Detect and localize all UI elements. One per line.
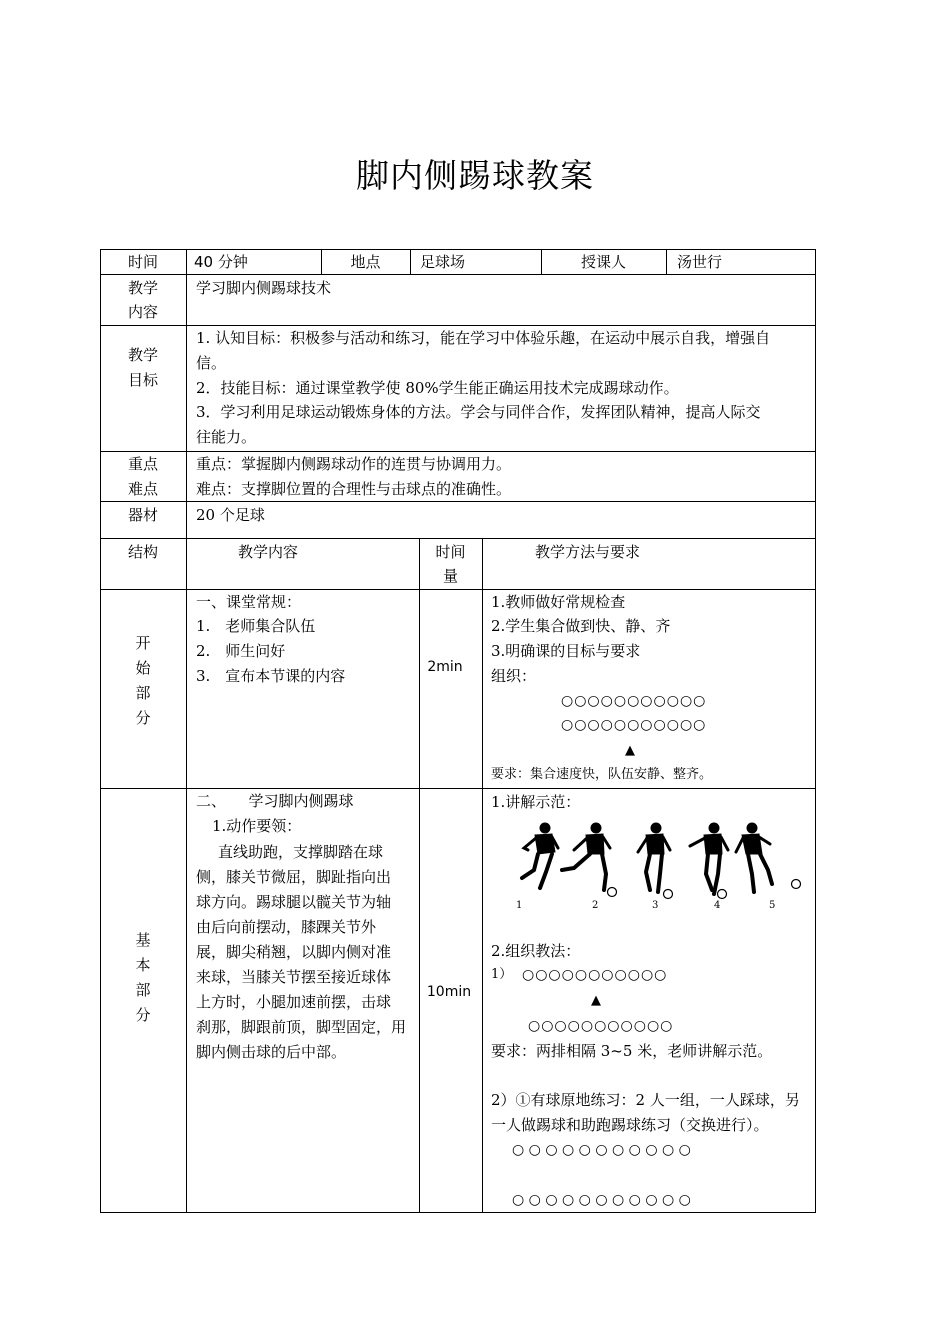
practice-line: 一人做踢球和助跑踢球练习（交换进行）。 — [491, 1116, 769, 1134]
teacher-marker: ▲ — [591, 993, 601, 1008]
frame-number: 1 — [516, 900, 523, 911]
teacher-marker: ▲ — [625, 743, 635, 758]
basic-label: 基 — [135, 931, 151, 949]
frame-number: 4 — [714, 900, 721, 911]
start-method-line: 1.教师做好常规检查 — [491, 593, 626, 611]
goals-label-1: 教学 — [127, 346, 158, 364]
formation-row: ○○○○○○○○○○○ — [522, 967, 668, 983]
basic-paragraph-line: 由后向前摆动，膝踝关节外 — [196, 918, 377, 936]
basic-paragraph-line: 来球，当膝关节摆至接近球体 — [196, 968, 392, 986]
basic-label: 本 — [135, 956, 151, 974]
start-content-line: 一、课堂常规： — [196, 593, 302, 611]
goal-line: 3．学习利用足球运动锻炼身体的方法。学会与同伴合作，发挥团队精神，提高人际交 — [196, 403, 761, 421]
start-label: 始 — [135, 659, 151, 677]
basic-label: 部 — [135, 981, 151, 999]
basic-paragraph-line: 刹那，脚跟前顶，脚型固定，用 — [196, 1018, 407, 1036]
basic-paragraph-line: 侧，膝关节微屈，脚趾指向出 — [196, 868, 392, 886]
equipment-label: 器材 — [127, 506, 158, 524]
basic-paragraph-line: 直线助跑，支撑脚踏在球 — [203, 843, 384, 861]
basic-subheading: 1.动作要领： — [212, 817, 302, 835]
kicker-figure-4 — [690, 823, 728, 894]
basic-requirement: 要求：两排相隔 3~5 米，老师讲解示范。 — [491, 1042, 773, 1060]
start-content-line: 1. 老师集合队伍 — [196, 617, 316, 635]
keypoints-label-1: 重点 — [127, 455, 158, 473]
goal-line: 信。 — [196, 354, 227, 372]
kicker-figure-5 — [736, 823, 772, 892]
place-value: 足球场 — [420, 253, 466, 271]
col-time-2: 量 — [442, 567, 458, 585]
start-requirement: 要求：集合速度快，队伍安静、整齐。 — [491, 767, 713, 782]
basic-paragraph-line: 展，脚尖稍翘，以脚内侧对准 — [196, 943, 392, 961]
basic-paragraph-line: 球方向。踢球腿以髋关节为轴 — [196, 893, 392, 911]
time-value: 40 分钟 — [194, 253, 248, 271]
practice-line: 2）①有球原地练习：2 人一组，一人踩球，另 — [491, 1091, 800, 1109]
teacher-label: 授课人 — [580, 253, 626, 271]
equipment-value: 20 个足球 — [196, 506, 265, 524]
formation-row: ○○○○○○○○○○○ — [561, 693, 707, 709]
start-method-line: 2.学生集合做到快、静、齐 — [491, 617, 671, 635]
col-structure: 结构 — [127, 543, 158, 561]
row1-prefix: 1） — [491, 967, 513, 982]
content-value: 学习脚内侧踢球技术 — [196, 279, 332, 297]
teacher-value: 汤世行 — [677, 253, 723, 271]
frame-number: 2 — [592, 900, 599, 911]
start-time: 2min — [427, 659, 463, 675]
basic-time: 10min — [426, 984, 472, 1000]
start-content-line: 3. 宣布本节课的内容 — [196, 667, 346, 685]
basic-heading: 二、 学习脚内侧踢球 — [196, 792, 354, 810]
basic-paragraph-line: 上方时，小腿加速前摆，击球 — [196, 993, 392, 1011]
frame-number: 3 — [652, 900, 659, 911]
formation-row: ○ ○ ○ ○ ○ ○ ○ ○ ○ ○ ○ — [512, 1142, 691, 1158]
basic-label: 分 — [135, 1006, 151, 1024]
col-time-1: 时间 — [435, 543, 466, 561]
kicker-figure-2 — [562, 823, 610, 890]
time-label: 时间 — [127, 253, 158, 271]
keypoint-line: 重点：掌握脚内侧踢球动作的连贯与协调用力。 — [196, 455, 512, 473]
goal-line: 2．技能目标：通过课堂教学使 80%学生能正确运用技术完成踢球动作。 — [196, 379, 679, 397]
start-label: 分 — [135, 709, 151, 727]
start-label: 部 — [135, 684, 151, 702]
content-label-2: 内容 — [127, 303, 158, 321]
place-label: 地点 — [350, 253, 381, 271]
content-label-1: 教学 — [127, 279, 158, 297]
org-title: 2.组织教法： — [491, 942, 581, 960]
page-title: 脚内侧踢球教案 — [356, 156, 594, 195]
formation-row: ○○○○○○○○○○○ — [561, 717, 707, 733]
goal-line: 1. 认知目标：积极参与活动和练习，能在学习中体验乐趣，在运动中展示自我，增强自 — [196, 329, 771, 347]
formation-row: ○ ○ ○ ○ ○ ○ ○ ○ ○ ○ ○ — [512, 1192, 691, 1208]
start-content-line: 2. 师生问好 — [196, 642, 286, 660]
start-label: 开 — [135, 634, 151, 652]
kicker-figure-1 — [522, 823, 558, 888]
kicker-figure-3 — [638, 823, 670, 892]
start-method-line: 组织： — [491, 667, 537, 685]
keypoint-line: 难点：支撑脚位置的合理性与击球点的准确性。 — [196, 480, 512, 498]
start-method-line: 3.明确课的目标与要求 — [491, 642, 641, 660]
col-content: 教学内容 — [238, 543, 299, 561]
demo-title: 1.讲解示范： — [491, 793, 581, 811]
goal-line: 往能力。 — [196, 428, 257, 446]
col-method: 教学方法与要求 — [535, 543, 641, 561]
basic-paragraph-line: 脚内侧击球的后中部。 — [196, 1043, 347, 1061]
keypoints-label-2: 难点 — [127, 480, 158, 498]
frame-number: 5 — [769, 900, 776, 911]
goals-label-2: 目标 — [127, 371, 158, 389]
formation-row: ○○○○○○○○○○○ — [528, 1018, 674, 1034]
